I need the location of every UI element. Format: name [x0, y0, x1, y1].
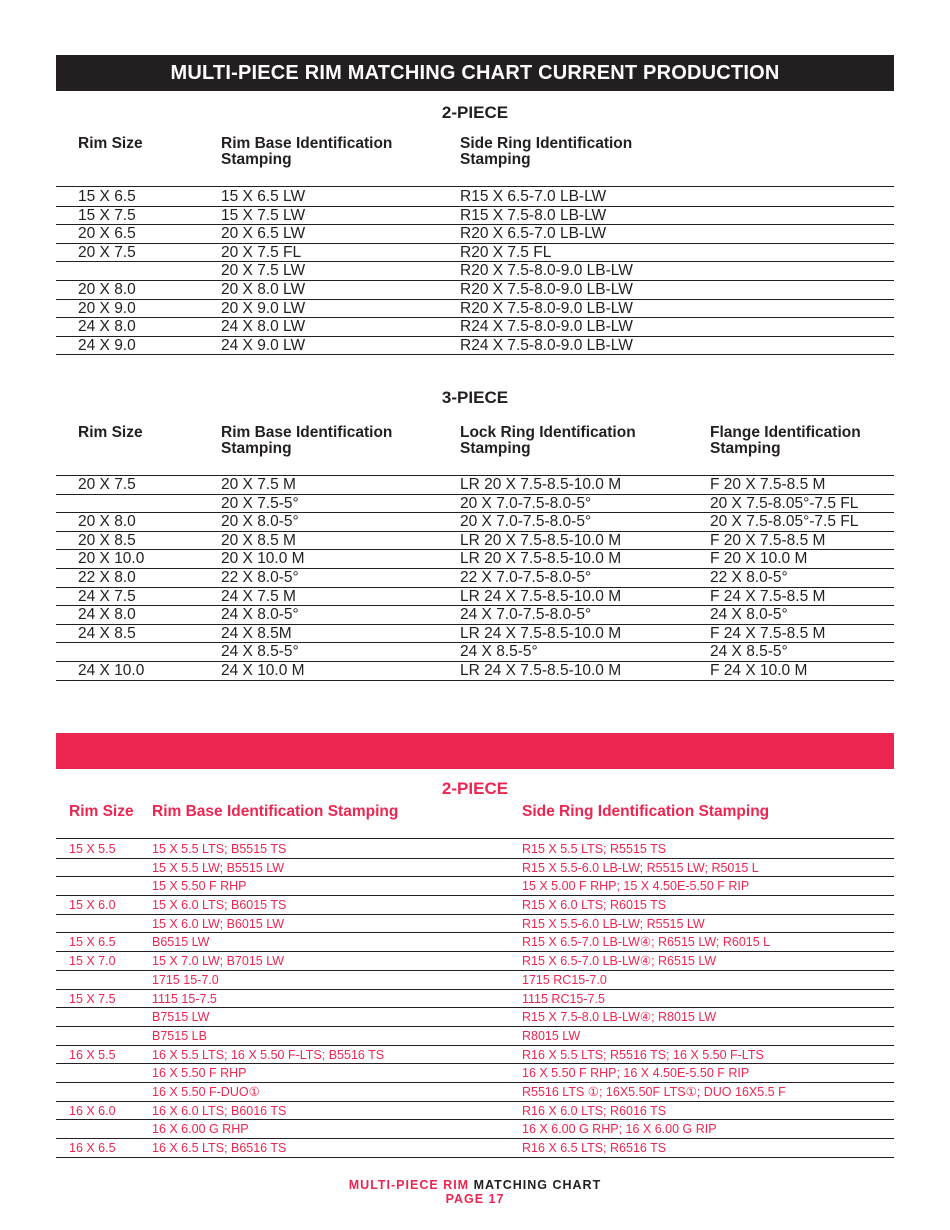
table-cell: 20 X 7.0-7.5-8.0-5°	[460, 494, 592, 512]
table-row	[56, 318, 894, 337]
table-row	[56, 300, 894, 319]
table-cell: 1115 RC15-7.5	[522, 991, 605, 1006]
table-cell: 16 X 6.00 G RHP	[152, 1122, 249, 1137]
table-cell: R15 X 6.5-7.0 LB-LW④; R6515 LW	[522, 954, 717, 969]
table-cell: 1115 15-7.5	[152, 991, 217, 1006]
table-row	[56, 262, 894, 281]
table-row	[56, 225, 894, 244]
o2-header-side-ring: Side Ring Identification Stamping	[522, 803, 770, 820]
table-cell: 20 X 9.0 LW	[221, 299, 306, 317]
table-row	[56, 952, 894, 971]
table-cell: LR 24 X 7.5-8.5-10.0 M	[460, 624, 622, 642]
table-cell: F 24 X 7.5-8.5 M	[710, 624, 826, 642]
footer-dark-part: MATCHING CHART	[473, 1178, 602, 1192]
table-cell: 22 X 8.0	[78, 568, 136, 586]
table-cell: 20 X 8.0-5°	[221, 513, 299, 531]
c2-top-rule	[56, 186, 894, 187]
footer-red-part: MULTI-PIECE RIM	[348, 1178, 470, 1192]
table-row	[56, 532, 894, 551]
c3-header-lock-ring: Lock Ring Identification Stamping	[460, 424, 636, 457]
table-cell: 20 X 7.5-5°	[221, 494, 299, 512]
table-cell: 16 X 5.50 F RHP; 16 X 4.50E-5.50 F RIP	[522, 1066, 750, 1081]
table-cell: 24 X 7.5 M	[221, 587, 296, 605]
table-cell: 15 X 5.5 LW; B5515 LW	[152, 860, 285, 875]
table-cell: 24 X 8.0-5°	[710, 606, 788, 624]
table-row	[56, 476, 894, 495]
table-cell: LR 20 X 7.5-8.5-10.0 M	[460, 550, 622, 568]
table-cell: 24 X 8.0 LW	[221, 318, 306, 336]
table-cell: 24 X 8.0	[78, 606, 136, 624]
table-cell: 20 X 10.0 M	[221, 550, 305, 568]
current-3piece-title: 3-PIECE	[441, 388, 509, 407]
table-cell: R20 X 7.5-8.0-9.0 LB-LW	[460, 280, 633, 298]
table-row	[56, 971, 894, 990]
c2-header-rim-base: Rim Base Identification Stamping	[221, 135, 393, 168]
table-cell: 15 X 5.5 LTS; B5515 TS	[152, 842, 287, 856]
table-cell: F 24 X 7.5-8.5 M	[710, 587, 826, 605]
table-row	[56, 915, 894, 934]
table-cell: 20 X 10.0	[78, 550, 145, 568]
table-row	[56, 281, 894, 300]
table-cell: 24 X 7.0-7.5-8.0-5°	[460, 606, 592, 624]
table-cell: 24 X 10.0	[78, 661, 145, 679]
table-cell: 20 X 8.0	[78, 513, 136, 531]
table-cell: R20 X 7.5-8.0-9.0 LB-LW	[460, 299, 633, 317]
table-cell: 16 X 6.0 LTS; B6016 TS	[152, 1103, 287, 1118]
c2-header-rim-size: Rim Size	[78, 135, 143, 152]
table-cell: 15 X 7.5 LW	[221, 206, 306, 224]
o2-header-rim-size: Rim Size	[69, 803, 134, 820]
table-cell: B6515 LW	[152, 935, 210, 950]
table-cell: 15 X 7.5	[69, 991, 116, 1006]
table-cell: R5516 LTS ①; 16X5.50F LTS①; DUO 16X5.5 F	[522, 1084, 786, 1099]
table-cell: LR 20 X 7.5-8.5-10.0 M	[460, 476, 622, 493]
table-cell: R15 X 6.0 LTS; R6015 TS	[522, 898, 667, 913]
table-cell: 15 X 6.0	[69, 898, 116, 913]
table-row	[56, 1027, 894, 1046]
footer-title	[0, 1178, 950, 1192]
table-cell: F 20 X 7.5-8.5 M	[710, 476, 826, 493]
c3-header-rim-base: Rim Base Identification Stamping	[221, 424, 393, 457]
table-cell: 24 X 8.5	[78, 624, 136, 642]
table-cell: 22 X 7.0-7.5-8.0-5°	[460, 568, 592, 586]
o2-top-rule	[56, 838, 894, 839]
table-cell: 20 X 7.5	[78, 476, 136, 493]
table-row	[56, 1008, 894, 1027]
table-cell: R20 X 7.5 FL	[460, 243, 552, 261]
c2-header-side-ring: Side Ring Identification Stamping	[460, 135, 633, 168]
table-cell: 16 X 5.50 F RHP	[152, 1066, 247, 1081]
table-cell: 16 X 5.5	[69, 1047, 116, 1062]
table-cell: R20 X 6.5-7.0 LB-LW	[460, 225, 607, 243]
table-cell: 20 X 9.0	[78, 299, 136, 317]
table-cell: 15 X 6.0 LTS; B6015 TS	[152, 898, 287, 913]
table-cell: 24 X 8.0-5°	[221, 606, 299, 624]
table-cell: 20 X 7.5 FL	[221, 243, 302, 261]
table-cell: 20 X 8.5 M	[221, 531, 296, 549]
table-cell: 1715 15-7.0	[152, 972, 219, 987]
current-2piece-title: 2-PIECE	[441, 103, 509, 122]
table-row	[56, 207, 894, 226]
table-cell: 22 X 8.0-5°	[221, 568, 299, 586]
table-row	[56, 1046, 894, 1065]
table-cell: 24 X 8.5M	[221, 624, 292, 642]
table-cell: R15 X 7.5-8.0 LB-LW	[460, 206, 607, 224]
table-row	[56, 840, 894, 859]
table-cell: 20 X 7.5 LW	[221, 262, 306, 280]
table-cell: 24 X 8.0	[78, 318, 136, 336]
table-cell: 15 X 5.5	[69, 842, 116, 856]
table-cell: 20 X 7.0-7.5-8.0-5°	[460, 513, 592, 531]
table-cell: 20 X 8.0	[78, 280, 136, 298]
table-cell: 20 X 8.5	[78, 531, 136, 549]
c3-header-flange: Flange Identification Stamping	[710, 424, 861, 457]
table-cell: 20 X 7.5 M	[221, 476, 296, 493]
table-cell: 16 X 6.00 G RHP; 16 X 6.00 G RIP	[522, 1122, 717, 1137]
table-cell: R15 X 6.5-7.0 LB-LW	[460, 188, 607, 205]
current-3piece-table	[56, 476, 894, 681]
table-row	[56, 337, 894, 356]
table-cell: 15 X 6.0 LW; B6015 LW	[152, 916, 285, 931]
table-row	[56, 1120, 894, 1139]
table-cell: 16 X 6.5 LTS; B6516 TS	[152, 1141, 287, 1155]
table-cell: 24 X 8.5-5°	[710, 643, 788, 661]
table-cell: 20 X 6.5	[78, 225, 136, 243]
table-cell: R16 X 6.5 LTS; R6516 TS	[522, 1141, 667, 1155]
table-cell: 16 X 5.5 LTS; 16 X 5.50 F-LTS; B5516 TS	[152, 1047, 385, 1062]
table-cell: LR 20 X 7.5-8.5-10.0 M	[460, 531, 622, 549]
table-cell: F 24 X 10.0 M	[710, 661, 808, 679]
table-row	[56, 1083, 894, 1102]
table-cell: B7515 LB	[152, 1028, 207, 1043]
table-row	[56, 606, 894, 625]
obsolete-2piece-title: 2-PIECE	[441, 779, 509, 798]
table-cell: 24 X 8.5-5°	[221, 643, 299, 661]
table-row	[56, 625, 894, 644]
table-cell: R15 X 5.5 LTS; R5515 TS	[522, 842, 667, 856]
table-cell: 20 X 8.0 LW	[221, 280, 306, 298]
table-cell: 1715 RC15-7.0	[522, 972, 607, 987]
table-cell: 16 X 5.50 F-DUO①	[152, 1084, 260, 1099]
table-row	[56, 662, 894, 681]
table-cell: 20 X 7.5-8.05°-7.5 FL	[710, 494, 859, 512]
current-2piece-table	[56, 188, 894, 355]
table-cell: 15 X 7.5	[78, 206, 136, 224]
table-row	[56, 244, 894, 263]
table-cell: 20 X 6.5 LW	[221, 225, 306, 243]
table-row	[56, 877, 894, 896]
table-cell: 20 X 7.5	[78, 243, 136, 261]
table-row	[56, 513, 894, 532]
table-cell: 15 X 6.5 LW	[221, 188, 306, 205]
table-cell: F 20 X 10.0 M	[710, 550, 808, 568]
table-cell: 24 X 9.0	[78, 336, 136, 354]
table-cell: 20 X 7.5-8.05°-7.5 FL	[710, 513, 859, 531]
table-cell: 22 X 8.0-5°	[710, 568, 788, 586]
table-cell: 24 X 7.5	[78, 587, 136, 605]
obsolete-2piece-table	[56, 840, 894, 1158]
table-cell: 15 X 6.5	[69, 935, 116, 950]
table-row	[56, 859, 894, 878]
table-cell: R16 X 6.0 LTS; R6016 TS	[522, 1103, 667, 1118]
table-cell: R24 X 7.5-8.0-9.0 LB-LW	[460, 318, 633, 336]
table-cell: 15 X 6.5	[78, 188, 136, 205]
table-cell: 15 X 7.0 LW; B7015 LW	[152, 954, 285, 969]
table-row	[56, 588, 894, 607]
table-row	[56, 990, 894, 1009]
c3-header-rim-size: Rim Size	[78, 424, 143, 441]
table-cell: B7515 LW	[152, 1010, 210, 1025]
table-cell: R15 X 5.5-6.0 LB-LW; R5515 LW	[522, 916, 705, 931]
table-cell: LR 24 X 7.5-8.5-10.0 M	[460, 587, 622, 605]
table-row	[56, 933, 894, 952]
table-row	[56, 495, 894, 514]
table-row	[56, 896, 894, 915]
table-cell: 15 X 5.50 F RHP	[152, 879, 247, 894]
table-cell: R20 X 7.5-8.0-9.0 LB-LW	[460, 262, 633, 280]
table-cell: R15 X 7.5-8.0 LB-LW④; R8015 LW	[522, 1010, 717, 1025]
o2-header-rim-base: Rim Base Identification Stamping	[152, 803, 399, 820]
table-row	[56, 1064, 894, 1083]
table-row	[56, 1102, 894, 1121]
table-cell: 15 X 7.0	[69, 954, 116, 969]
table-cell: 16 X 6.5	[69, 1141, 116, 1155]
table-cell: R8015 LW	[522, 1028, 581, 1043]
table-cell: R16 X 5.5 LTS; R5516 TS; 16 X 5.50 F-LTS	[522, 1047, 764, 1062]
page-number: PAGE 17	[445, 1192, 505, 1206]
table-row	[56, 643, 894, 662]
table-cell: F 20 X 7.5-8.5 M	[710, 531, 826, 549]
table-cell: 15 X 5.00 F RHP; 15 X 4.50E-5.50 F RIP	[522, 879, 750, 894]
table-cell: 16 X 6.0	[69, 1103, 116, 1118]
table-cell: R24 X 7.5-8.0-9.0 LB-LW	[460, 336, 633, 354]
table-cell: R15 X 6.5-7.0 LB-LW④; R6515 LW; R6015 L	[522, 935, 771, 950]
table-row	[56, 188, 894, 207]
table-row	[56, 550, 894, 569]
table-cell: 24 X 10.0 M	[221, 661, 305, 679]
obsolete-banner: MULTI-PIECE RIM MATCHING CHART OUT-OF-PRODUCTION (OBSOLETE)	[56, 733, 894, 769]
table-cell: 24 X 8.5-5°	[460, 643, 538, 661]
current-production-banner: MULTI-PIECE RIM MATCHING CHART CURRENT PRODUCTION	[56, 55, 894, 91]
table-cell: 24 X 9.0 LW	[221, 336, 306, 354]
table-row	[56, 569, 894, 588]
table-row	[56, 1139, 894, 1158]
table-cell: R15 X 5.5-6.0 LB-LW; R5515 LW; R5015 L	[522, 860, 759, 875]
table-cell: LR 24 X 7.5-8.5-10.0 M	[460, 661, 622, 679]
